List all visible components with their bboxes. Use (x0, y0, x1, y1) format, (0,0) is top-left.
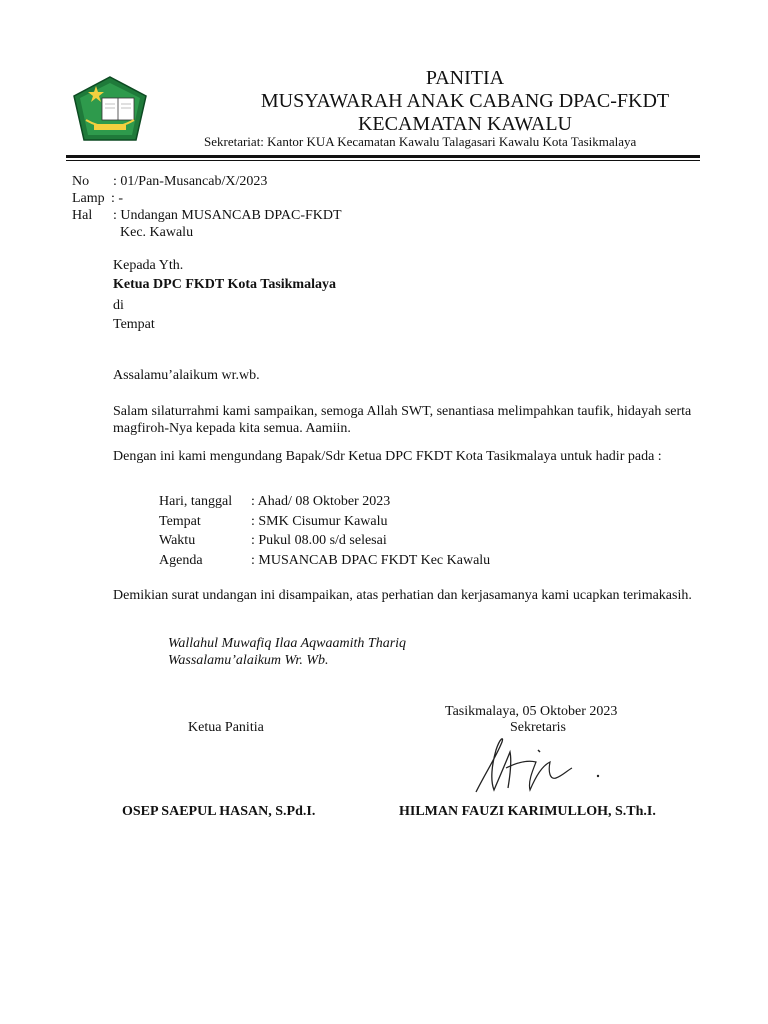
header-title-2: MUSYAWARAH ANAK CABANG DPAC-FKDT (260, 90, 670, 112)
addressee-di: di (113, 298, 124, 313)
header-rule-thin (66, 160, 700, 161)
no-value: : 01/Pan-Musancab/X/2023 (113, 174, 268, 189)
no-label: No (72, 174, 90, 189)
secretariat-address: Sekretariat: Kantor KUA Kecamatan Kawalu Talagasari Kawalu Kota Tasikmalaya (204, 134, 637, 149)
kemenag-logo (72, 76, 148, 142)
detail-label: Tempat (159, 514, 201, 529)
right-signatory-name: HILMAN FAUZI KARIMULLOH, S.Th.I. (399, 804, 656, 819)
detail-label: Waktu (159, 533, 196, 548)
detail-value: : Ahad/ 08 Oktober 2023 (251, 494, 391, 509)
lamp-value: : - (111, 191, 124, 206)
detail-value: : MUSANCAB DPAC FKDT Kec Kawalu (251, 553, 491, 568)
place-date: Tasikmalaya, 05 Oktober 2023 (445, 704, 618, 719)
detail-label: Hari, tanggal (159, 494, 233, 509)
closing-salam-1: Wallahul Muwafiq Ilaa Aqwaamith Thariq (168, 636, 407, 651)
left-signatory-name: OSEP SAEPUL HASAN, S.Pd.I. (122, 804, 316, 819)
addressee-line-1: Kepada Yth. (113, 258, 184, 273)
greeting: Assalamu’alaikum wr.wb. (113, 368, 260, 383)
right-role: Sekretaris (510, 720, 566, 735)
detail-value: : SMK Cisumur Kawalu (251, 514, 388, 529)
addressee-name: Ketua DPC FKDT Kota Tasikmalaya (113, 277, 336, 292)
closing-paragraph: Demikian surat undangan ini disampaikan, atas perhatian dan kerjasamanya kami ucapkan terimakasih. (113, 588, 692, 603)
handwritten-signature (466, 732, 616, 800)
addressee-place: Tempat (113, 317, 155, 332)
paragraph-1: Salam silaturrahmi kami sampaikan, semoga Allah SWT, senantiasa melimpahkan taufik, hidayah serta magfiroh-Nya kepada kita semua. Aamiin. (113, 404, 692, 436)
header-rule-thick (66, 155, 700, 158)
left-role: Ketua Panitia (188, 720, 264, 735)
detail-value: : Pukul 08.00 s/d selesai (251, 533, 387, 548)
lamp-label: Lamp (72, 191, 105, 206)
hal-value: : Undangan MUSANCAB DPAC-FKDT (113, 208, 342, 223)
paragraph-2: Dengan ini kami mengundang Bapak/Sdr Ketua DPC FKDT Kota Tasikmalaya untuk hadir pada : (113, 449, 662, 464)
header-title-3: KECAMATAN KAWALU (357, 113, 572, 135)
hal-value-2: Kec. Kawalu (120, 225, 194, 240)
closing-salam-2: Wassalamu’alaikum Wr. Wb. (168, 653, 329, 668)
detail-label: Agenda (159, 553, 203, 568)
hal-label: Hal (72, 208, 93, 223)
header-title-1: PANITIA (425, 67, 505, 89)
